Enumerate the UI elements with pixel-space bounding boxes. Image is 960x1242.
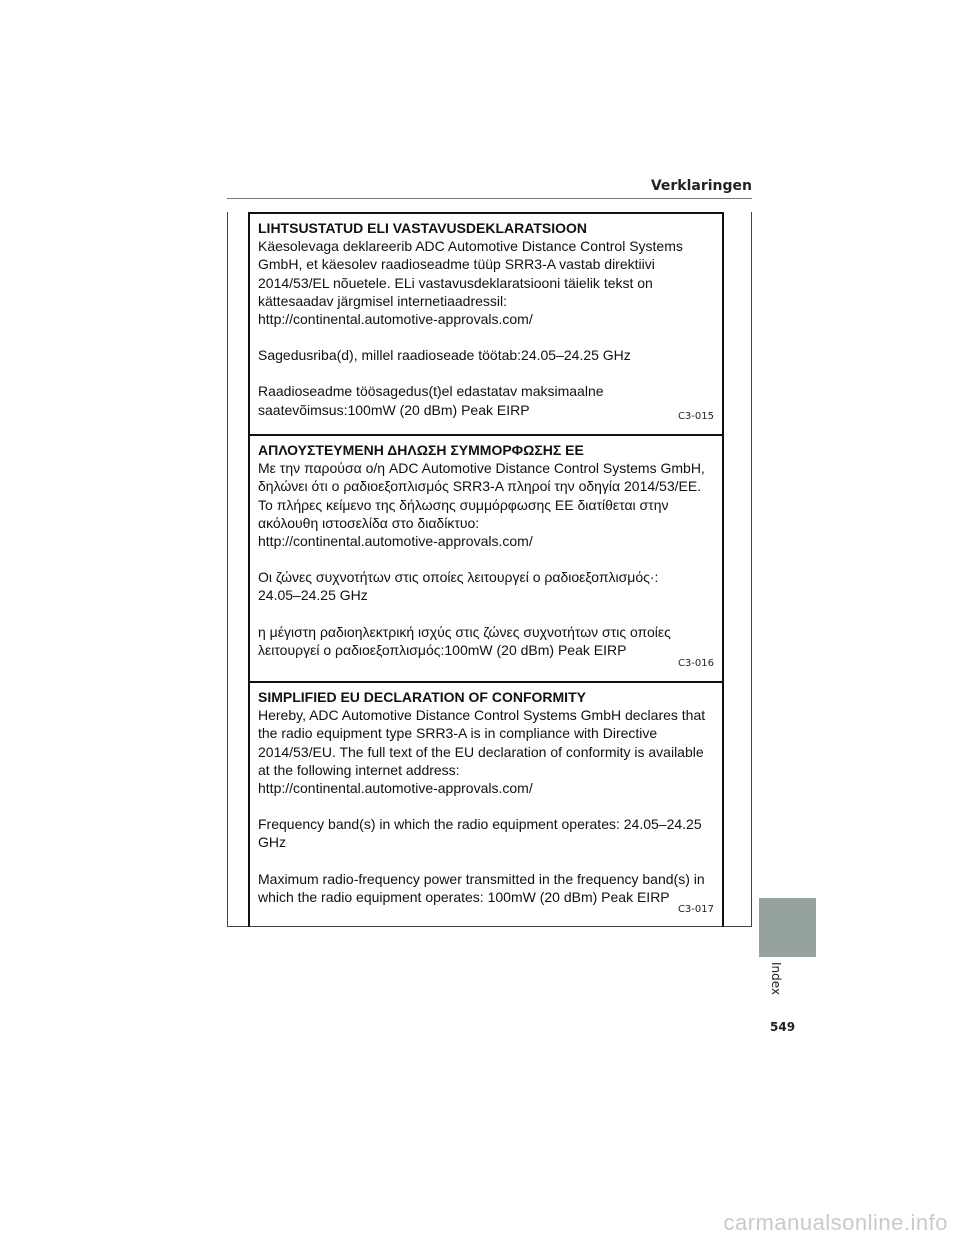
section-line: 2014/53/EU. The full text of the EU declaration of conformity is available: [258, 743, 704, 760]
section-title: ΑΠΛΟΥΣΤΕΥΜΕΝΗ ΔΗΛΩΣΗ ΣΥΜΜΟΡΦΩΣΗΣ ΕΕ: [258, 442, 584, 458]
section-url: http://continental.automotive-approvals.com/: [258, 311, 533, 328]
section-url: http://continental.automotive-approvals.com/: [258, 533, 533, 550]
section-code: C3-015: [677, 410, 714, 422]
section-code: C3-016: [677, 657, 714, 669]
section-line: Οι ζώνες συχνοτήτων στις οποίες λειτουργεί ο ραδιοεξοπλισμός·:: [258, 569, 659, 586]
power-paragraph: [258, 382, 712, 418]
section-title: SIMPLIFIED EU DECLARATION OF CONFORMITY: [258, 689, 586, 705]
page-number: 549: [770, 1020, 796, 1034]
section-title: LIHTSUSTATUD ELI VASTAVUSDEKLARATSIOON: [258, 220, 587, 236]
section-line: 24.05–24.25 GHz: [258, 587, 368, 604]
section-line: Raadioseadme töösagedus(t)el edastatav maksimaalne: [258, 383, 604, 400]
outer-frame-left-line: [227, 212, 228, 927]
section-url: http://continental.automotive-approvals.com/: [258, 780, 533, 797]
declarations-frame: [248, 212, 724, 927]
section-line: GmbH, et käesolev raadioseadme tüüp SRR3-A vastab direktiivi: [258, 256, 655, 273]
index-side-label: Index: [769, 962, 783, 996]
section-line: Το πλήρες κείμενο της δήλωσης συμμόρφωσης ΕΕ διατίθεται στην: [258, 496, 669, 513]
section-code: C3-017: [677, 903, 714, 915]
section-line: Hereby, ADC Automotive Distance Control Systems GmbH declares that: [258, 707, 706, 724]
declaration-section-estonian: [250, 214, 722, 436]
section-line: λειτουργεί ο ραδιοεξοπλισμός:100mW (20 dBm) Peak EIRP: [258, 641, 627, 658]
section-line: which the radio equipment operates: 100mW (20 dBm) Peak EIRP: [258, 888, 670, 905]
section-line: Käesolevaga deklareerib ADC Automotive Distance Control Systems: [258, 238, 683, 255]
section-line: GHz: [258, 834, 286, 851]
section-line: at the following internet address:: [258, 761, 460, 778]
frequency-paragraph: [258, 568, 712, 604]
watermark: carmanualsonline.info: [723, 1210, 948, 1235]
section-line: 2014/53/EL nõuetele. ELi vastavusdeklaratsiooni täielik tekst on: [258, 274, 653, 291]
declaration-section-english: [250, 683, 722, 927]
frequency-paragraph: [258, 815, 712, 851]
power-paragraph: [258, 623, 712, 659]
section-line: saatevõimsus:100mW (20 dBm) Peak EIRP: [258, 401, 530, 418]
section-line: Με την παρούσα ο/η ADC Automotive Distance Control Systems GmbH,: [258, 460, 705, 477]
section-line: ακόλουθη ιστοσελίδα στο διαδίκτυο:: [258, 514, 480, 531]
outer-frame-right-line: [751, 212, 752, 927]
page-header-title: Verklaringen: [650, 178, 752, 194]
section-line: Maximum radio-frequency power transmitted in the frequency band(s) in: [258, 870, 705, 887]
section-line: the radio equipment type SRR3-A is in compliance with Directive: [258, 725, 658, 742]
power-paragraph: [258, 870, 712, 906]
section-line: η μέγιστη ραδιοηλεκτρική ισχύς στις ζώνες συχνοτήτων στις οποίες: [258, 623, 671, 640]
section-line: δηλώνει ότι ο ραδιοεξοπλισμός SRR3-A πληροί την οδηγία 2014/53/ΕΕ.: [258, 478, 702, 495]
section-line: Sagedusriba(d), millel raadioseade töötab:24.05–24.25 GHz: [258, 347, 631, 364]
frequency-paragraph: [258, 346, 712, 364]
section-line: kättesaadav järgmisel internetiaadressil:: [258, 292, 508, 309]
header-rule: [227, 198, 752, 199]
index-tab-block: [759, 898, 816, 957]
section-line: Frequency band(s) in which the radio equipment operates: 24.05–24.25: [258, 816, 702, 833]
declaration-section-greek: [250, 436, 722, 683]
